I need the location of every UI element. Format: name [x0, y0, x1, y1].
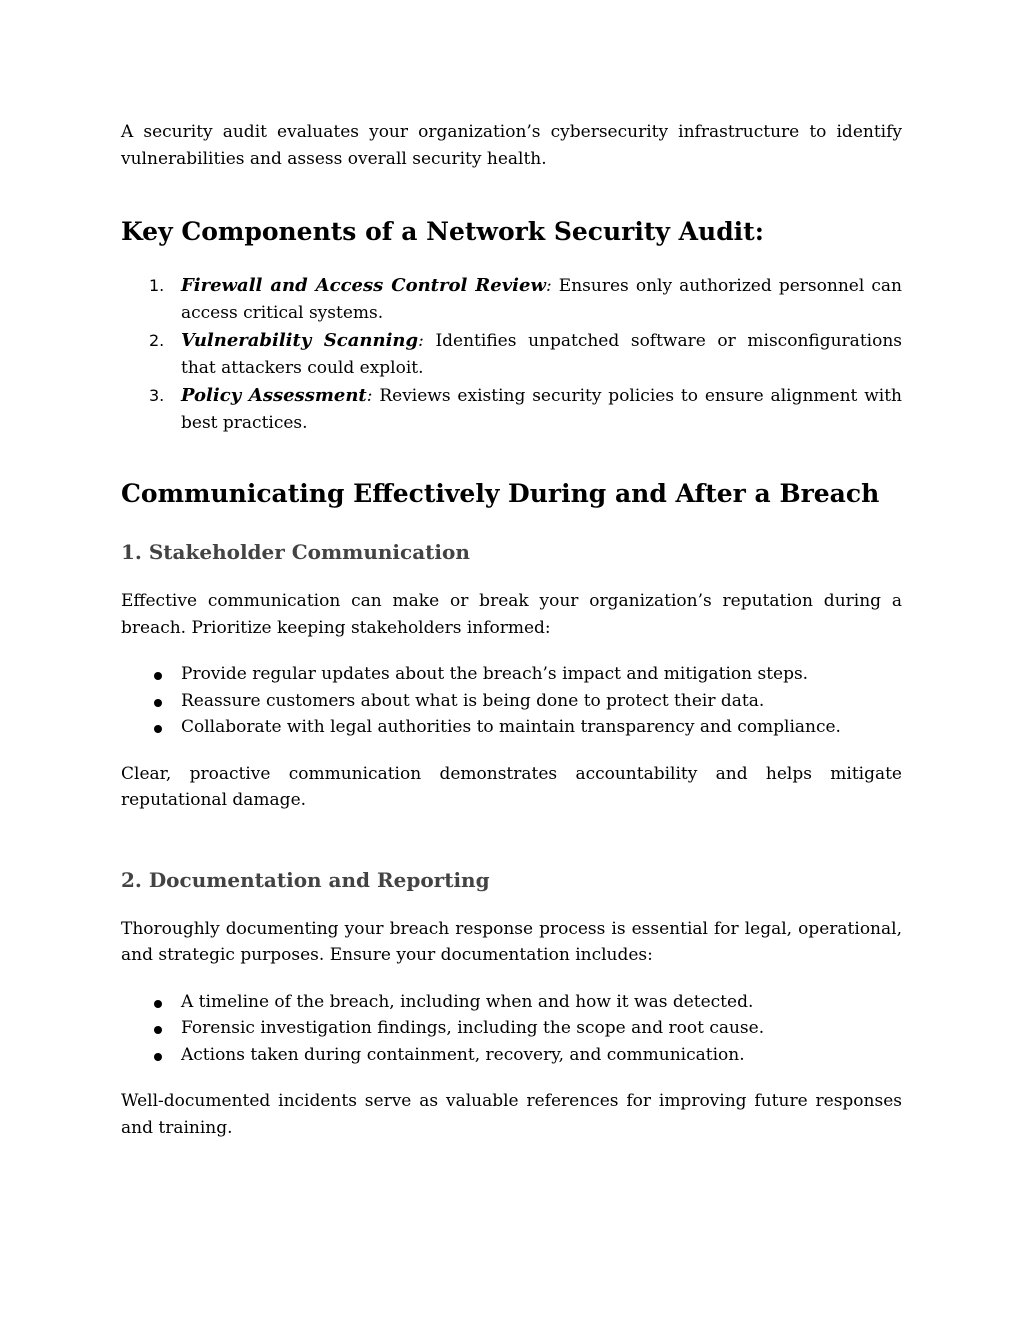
bullet-text: Actions taken during containment, recovery, and communication. — [181, 1044, 745, 1065]
list-number: 2. — [149, 331, 165, 350]
bullet-icon — [154, 1026, 162, 1034]
list-colon: : — [418, 331, 424, 351]
bullet-icon — [154, 672, 162, 680]
bullet-icon — [154, 699, 162, 707]
documentation-bullet-list — [121, 989, 902, 1069]
stakeholder-bullet-list — [121, 661, 902, 741]
list-item — [121, 989, 902, 1016]
stakeholder-intro: Effective communication can make or break your organization’s reputation during a breach. Prioritize keeping stakeholders informed: — [121, 591, 902, 638]
list-number: 3. — [149, 386, 165, 405]
bullet-text: A timeline of the breach, including when and how it was detected. — [181, 991, 754, 1012]
intro-paragraph: A security audit evaluates your organization’s cybersecurity infrastructure to identify vulnerabilities and assess overall security health. — [121, 122, 902, 169]
list-item — [121, 661, 902, 688]
list-number: 1. — [149, 276, 165, 295]
stakeholder-subheading: 1. Stakeholder Communication — [121, 540, 470, 564]
document-page — [121, 119, 902, 1141]
stakeholder-closing: Clear, proactive communication demonstrates accountability and helps mitigate reputational damage. — [121, 763, 902, 810]
list-item — [121, 382, 902, 437]
list-description: Identifies unpatched software or misconfigurations that attackers could exploit. — [181, 331, 902, 378]
list-item — [121, 688, 902, 715]
list-item — [121, 714, 902, 741]
list-item — [121, 1015, 902, 1042]
bullet-text: Collaborate with legal authorities to maintain transparency and compliance. — [181, 717, 841, 737]
list-term: Firewall and Access Control Review — [181, 275, 546, 296]
bullet-icon — [154, 1053, 162, 1061]
list-colon: : — [545, 276, 552, 296]
documentation-intro: Thoroughly documenting your breach response process is essential for legal, operational, and strategic purposes. Ensure your documentation includes: — [121, 918, 902, 965]
list-term: Vulnerability Scanning — [181, 330, 419, 351]
bullet-icon — [154, 1000, 162, 1008]
list-item — [121, 1042, 902, 1069]
list-description: Reviews existing security policies to ensure alignment with best practices. — [181, 386, 902, 433]
documentation-closing: Well-documented incidents serve as valuable references for improving future responses and training. — [121, 1091, 902, 1138]
communication-heading: Communicating Effectively During and After a Breach — [121, 479, 880, 508]
bullet-text: Reassure customers about what is being done to protect their data. — [181, 690, 765, 711]
documentation-subheading: 2. Documentation and Reporting — [121, 867, 490, 892]
list-term: Policy Assessment — [181, 385, 367, 406]
audit-components-list — [121, 272, 902, 437]
bullet-text: Provide regular updates about the breach’s impact and mitigation steps. — [181, 664, 809, 684]
list-item — [121, 327, 902, 382]
bullet-text: Forensic investigation findings, including the scope and root cause. — [181, 1018, 765, 1038]
list-item — [121, 272, 902, 327]
list-description: Ensures only authorized personnel can access critical systems. — [181, 276, 902, 323]
bullet-icon — [154, 725, 162, 733]
list-colon: : — [366, 386, 373, 406]
audit-heading: Key Components of a Network Security Audit: — [121, 217, 764, 246]
